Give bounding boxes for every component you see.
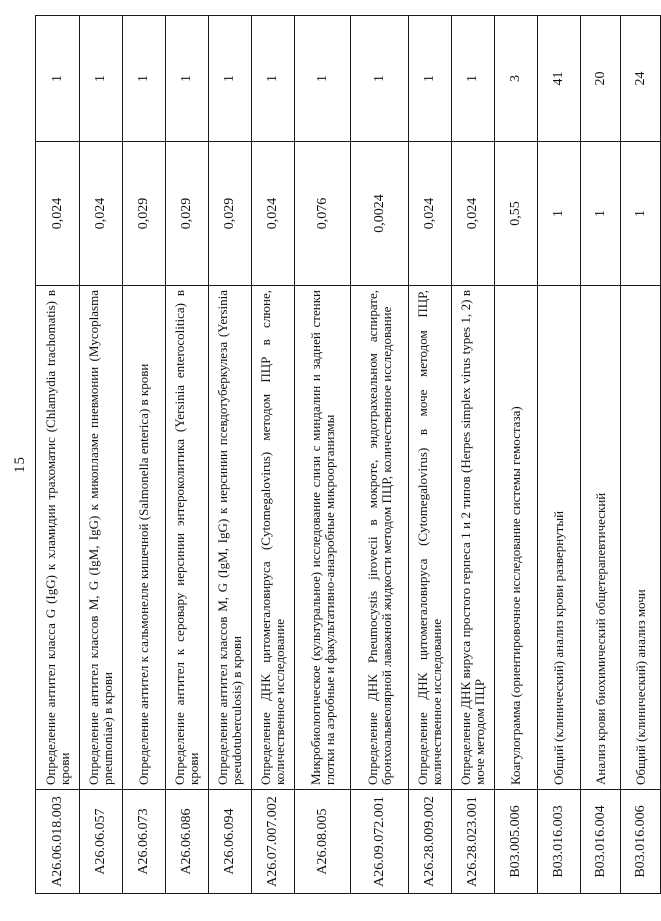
service-name: Анализ крови биохимический общетерапевтический	[581, 286, 621, 790]
frequency-value: 0,024	[452, 142, 495, 286]
service-name: Определение ДНК цитомегаловируса (Cytomegalovirus) в моче методом ПЦР, количественное исследование	[409, 286, 452, 790]
service-name: Определение антител класса G (IgG) к хламидии трахоматис (Chlamydia trachomatis) в крови	[36, 286, 80, 790]
service-code: A26.28.009.002	[409, 790, 452, 894]
multiplicity-value: 1	[80, 16, 123, 142]
table-row	[495, 16, 538, 894]
frequency-value: 0,029	[166, 142, 209, 286]
table-row	[351, 16, 409, 894]
table-row	[295, 16, 351, 894]
service-code: A26.06.018.003	[36, 790, 80, 894]
frequency-value: 0,024	[36, 142, 80, 286]
service-code: B03.016.004	[581, 790, 621, 894]
table-row	[252, 16, 295, 894]
frequency-value: 0,076	[295, 142, 351, 286]
table-row	[166, 16, 209, 894]
multiplicity-value: 1	[209, 16, 252, 142]
multiplicity-value: 1	[252, 16, 295, 142]
multiplicity-value: 1	[351, 16, 409, 142]
table-row	[409, 16, 452, 894]
frequency-value: 1	[538, 142, 581, 286]
service-code: B03.016.006	[621, 790, 661, 894]
table-row	[621, 16, 661, 894]
frequency-value: 0,55	[495, 142, 538, 286]
frequency-value: 0,024	[409, 142, 452, 286]
frequency-value: 0,024	[80, 142, 123, 286]
table-row	[36, 16, 80, 894]
service-code: A26.06.086	[166, 790, 209, 894]
frequency-value: 1	[621, 142, 661, 286]
services-table	[35, 15, 661, 894]
service-name: Определение антител к серовару иерсинии энтероколитика (Yersinia enterocolitica) в крови	[166, 286, 209, 790]
service-name: Определение ДНК цитомегаловируса (Cytomegalovirus) методом ПЦР в слюне, количественное исследование	[252, 286, 295, 790]
multiplicity-value: 3	[495, 16, 538, 142]
service-name: Общий (клинический) анализ мочи	[621, 286, 661, 790]
multiplicity-value: 1	[452, 16, 495, 142]
multiplicity-value: 20	[581, 16, 621, 142]
page-number: 15	[12, 456, 28, 473]
service-code: A26.07.007.002	[252, 790, 295, 894]
multiplicity-value: 24	[621, 16, 661, 142]
multiplicity-value: 1	[166, 16, 209, 142]
multiplicity-value: 41	[538, 16, 581, 142]
table-row	[123, 16, 166, 894]
table-row	[452, 16, 495, 894]
service-name: Определение антител классов M, G (IgM, IgG) к иерсинии псевдотуберкулеза (Yersinia pseudotuberculosis) в крови	[209, 286, 252, 790]
service-name: Определение антител к сальмонелле кишечной (Salmonella enterica) в крови	[123, 286, 166, 790]
service-code: A26.08.005	[295, 790, 351, 894]
service-name: Определение ДНК Pneumocystis jirovecii в мокроте, эндотрахеальном аспирате, бронхоальвеолярной лаважной жидкости методом ПЦР, количественное исследование	[351, 286, 409, 790]
service-code: A26.28.023.001	[452, 790, 495, 894]
service-name: Определение ДНК вируса простого герпеса 1 и 2 типов (Herpes simplex virus types 1, 2) в моче методом ПЦР	[452, 286, 495, 790]
service-name: Определение антител классов M, G (IgM, IgG) к микоплазме пневмонии (Mycoplasma pneumoniae) в крови	[80, 286, 123, 790]
table-row	[209, 16, 252, 894]
service-code: A26.06.073	[123, 790, 166, 894]
frequency-value: 0,024	[252, 142, 295, 286]
multiplicity-value: 1	[36, 16, 80, 142]
multiplicity-value: 1	[123, 16, 166, 142]
service-code: A26.09.072.001	[351, 790, 409, 894]
service-name: Микробиологическое (культуральное) исследование слизи с миндалин и задней стенки глотки на аэробные и факультативно-анаэробные микроорганизмы	[295, 286, 351, 790]
service-name: Общий (клинический) анализ крови развернутый	[538, 286, 581, 790]
service-code: B03.005.006	[495, 790, 538, 894]
table-row	[581, 16, 621, 894]
frequency-value: 0,029	[123, 142, 166, 286]
multiplicity-value: 1	[409, 16, 452, 142]
service-name: Коагулограмма (ориентировочное исследование системы гемостаза)	[495, 286, 538, 790]
frequency-value: 0,029	[209, 142, 252, 286]
service-code: A26.06.094	[209, 790, 252, 894]
frequency-value: 0,0024	[351, 142, 409, 286]
service-code: B03.016.003	[538, 790, 581, 894]
service-code: A26.06.057	[80, 790, 123, 894]
frequency-value: 1	[581, 142, 621, 286]
table-row	[80, 16, 123, 894]
multiplicity-value: 1	[295, 16, 351, 142]
table-row	[538, 16, 581, 894]
